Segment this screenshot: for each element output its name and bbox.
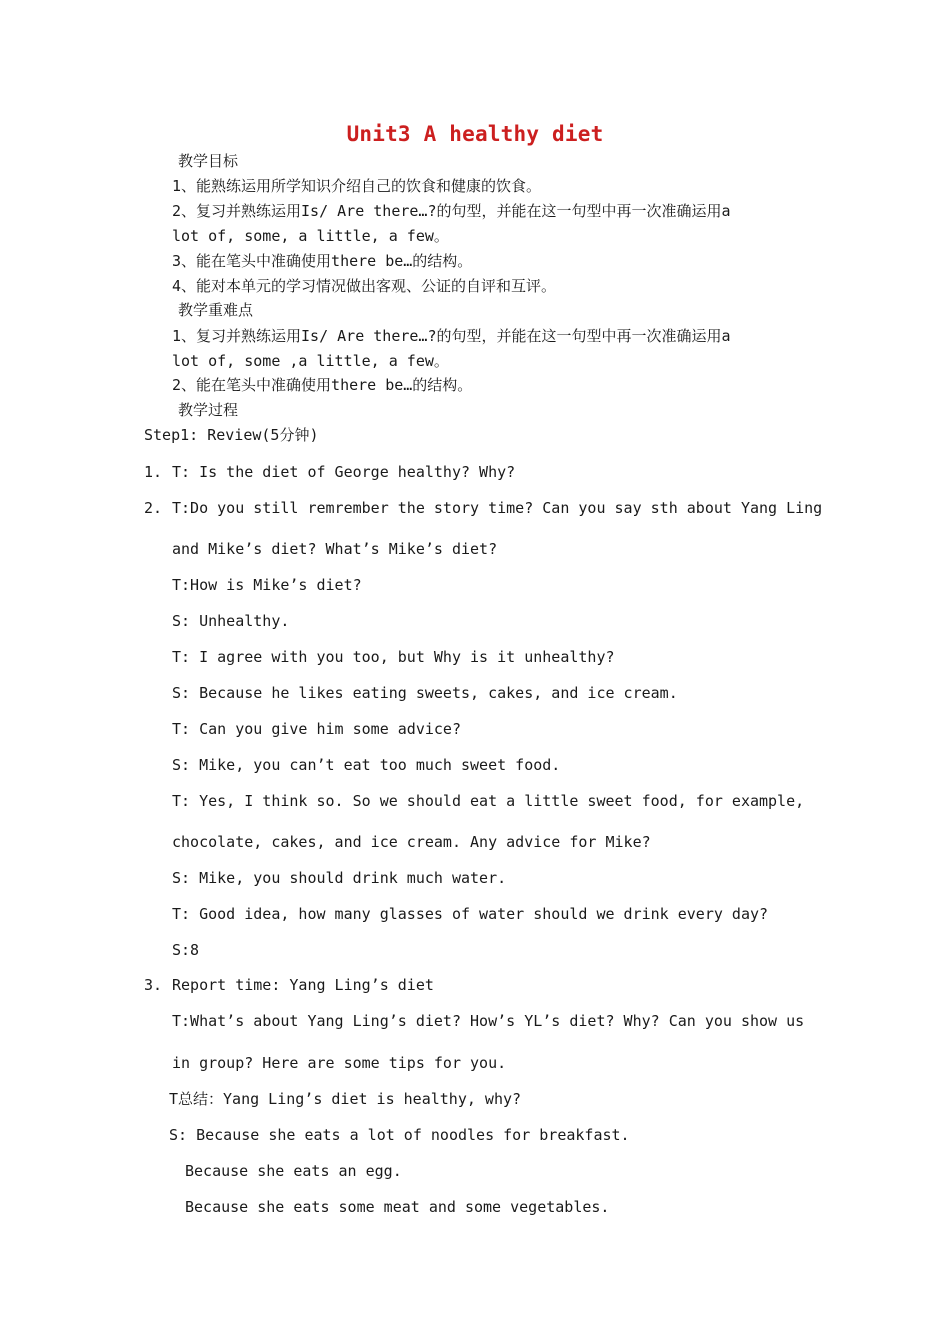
objective-line: lot of, some, a little, a few。 [172, 227, 449, 245]
dialogue-line: S: Unhealthy. [172, 612, 290, 630]
step1-heading: Step1: Review(5分钟) [144, 426, 319, 444]
report-line: in group? Here are some tips for you. [172, 1054, 507, 1072]
dialogue-line: S: Mike, you should drink much water. [172, 869, 507, 887]
list-number: 2. [144, 499, 163, 517]
objective-line: 3、能在笔头中准确使用there be…的结构。 [172, 252, 473, 270]
dialogue-line: T: Yes, I think so. So we should eat a little sweet food, for example, [172, 792, 805, 810]
answer-line: S: Because she eats a lot of noodles for breakfast. [169, 1126, 630, 1144]
dialogue-line: T: I agree with you too, but Why is it unhealthy? [172, 648, 615, 666]
objective-line: 2、复习并熟练运用Is/ Are there…?的句型，并能在这一句型中再一次准确运用a [172, 202, 731, 220]
key-point-line: 2、能在笔头中准确使用there be…的结构。 [172, 376, 473, 394]
document-title: Unit3 A healthy diet [346, 122, 604, 146]
dialogue-line: S: Mike, you can’t eat too much sweet food. [172, 756, 561, 774]
process-heading: 教学过程 [178, 401, 239, 419]
objectives-heading: 教学目标 [178, 152, 239, 170]
key-point-line: lot of, some ,a little, a few。 [172, 352, 449, 370]
dialogue-line: T: Can you give him some advice? [172, 720, 461, 738]
question-2-line: and Mike’s diet? What’s Mike’s diet? [172, 540, 498, 558]
answer-line: Because she eats an egg. [185, 1162, 402, 1180]
summary-line: T总结：Yang Ling’s diet is healthy, why? [169, 1090, 522, 1108]
list-number: 1. [144, 463, 163, 481]
report-line: T:What’s about Yang Ling’s diet? How’s YL’s diet? Why? Can you show us [172, 1012, 805, 1030]
dialogue-line: S:8 [172, 941, 200, 959]
answer-line: Because she eats some meat and some vegetables. [185, 1198, 610, 1216]
dialogue-line: chocolate, cakes, and ice cream. Any advice for Mike? [172, 833, 651, 851]
list-number: 3. [144, 976, 163, 994]
key-point-line: 1、复习并熟练运用Is/ Are there…?的句型，并能在这一句型中再一次准确运用a [172, 327, 731, 345]
question-2-line: T:Do you still remrember the story time? Can you say sth about Yang Ling [172, 499, 823, 517]
dialogue-line: T:How is Mike’s diet? [172, 576, 362, 594]
dialogue-line: T: Good idea, how many glasses of water should we drink every day? [172, 905, 769, 923]
key-points-heading: 教学重难点 [178, 301, 254, 319]
dialogue-line: S: Because he likes eating sweets, cakes, and ice cream. [172, 684, 678, 702]
question-3: Report time: Yang Ling’s diet [172, 976, 434, 994]
objective-line: 1、能熟练运用所学知识介绍自己的饮食和健康的饮食。 [172, 177, 542, 195]
question-1: T: Is the diet of George healthy? Why? [172, 463, 516, 481]
objective-line: 4、能对本单元的学习情况做出客观、公证的自评和互评。 [172, 277, 557, 295]
